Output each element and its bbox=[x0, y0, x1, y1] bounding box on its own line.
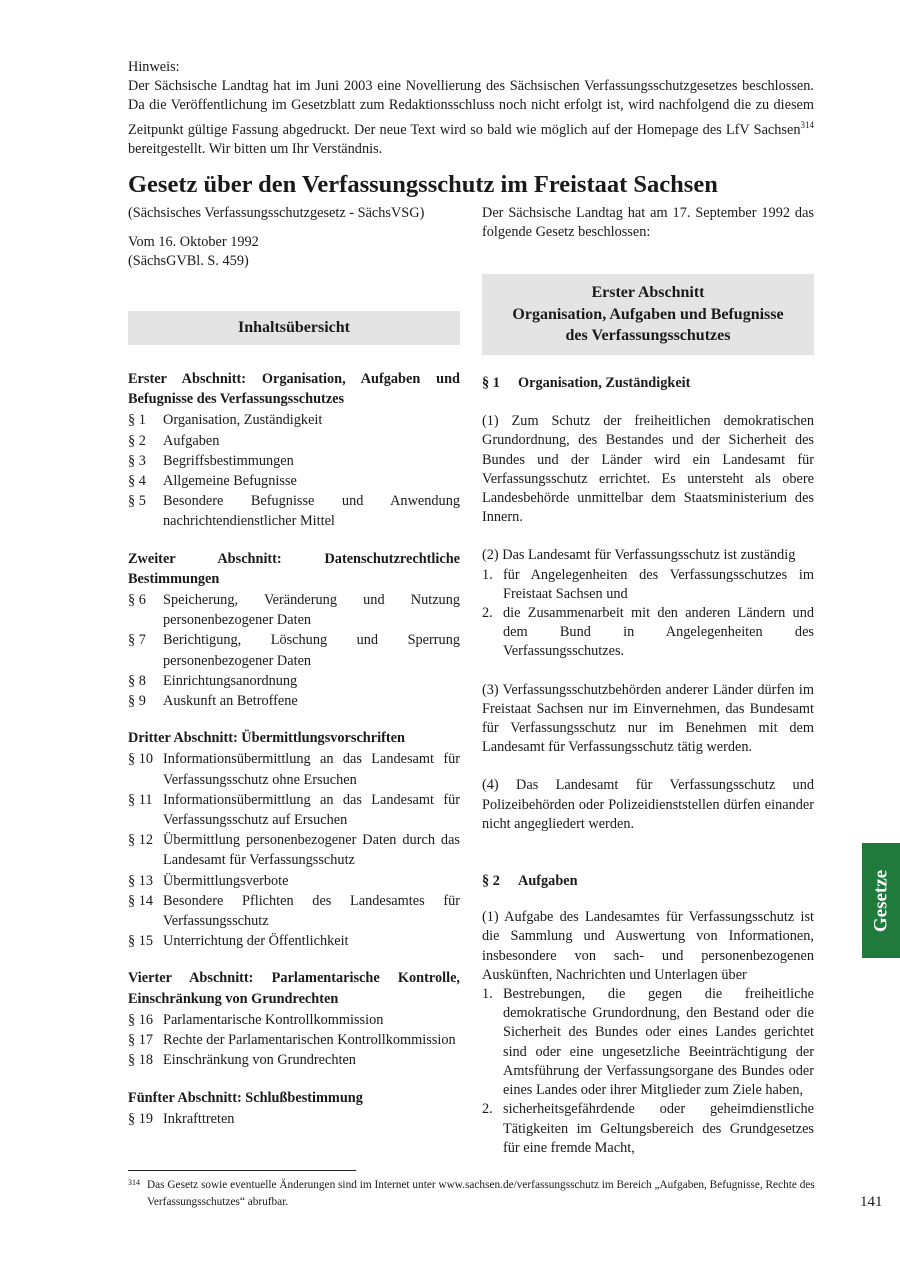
list-text: sicherheitsgefährdende oder geheimdienstliche Tätigkeiten im Geltungsbereich des Grundgesetzes für eine fremde Macht, bbox=[503, 1101, 814, 1156]
law-meta bbox=[128, 204, 468, 272]
list-item bbox=[482, 1100, 814, 1158]
toc-item bbox=[128, 491, 460, 531]
toc-item bbox=[128, 790, 460, 830]
notice-text bbox=[128, 77, 814, 159]
toc-item-title: Informationsübermittlung an das Landesamt für Verfassungsschutz ohne Ersuchen bbox=[163, 751, 460, 788]
law-date: Vom 16. Oktober 1992 bbox=[128, 234, 259, 251]
intro-text: Der Sächsische Landtag hat am 17. September 1992 das folgende Gesetz beschlossen: bbox=[482, 205, 814, 241]
clause: (3) Verfassungsschutzbehörden anderer Länder dürfen im Freistaat Sachsen nur im Einvernehmen, das Bundesamt für Verfassungsschutz nur im Benehmen mit dem Landesamt für Verfassungsschutz tätig werden. bbox=[482, 681, 814, 756]
clause-list bbox=[482, 566, 814, 662]
toc-section-heading: Zweiter Abschnitt: Datenschutzrechtliche Bestimmungen bbox=[128, 550, 460, 587]
toc-item-number: § 18 bbox=[128, 1052, 154, 1069]
toc-item-title: Begriffsbestimmungen bbox=[163, 452, 294, 469]
toc-section-heading: Fünfter Abschnitt: Schlußbestimmung bbox=[128, 1089, 363, 1106]
notice-label: Hinweis: bbox=[128, 59, 180, 75]
clause: (1) Aufgabe des Landesamtes für Verfassungsschutz ist die Sammlung und Auswertung von Informationen, insbesondere von sach- und personenbezogenen Auskünften, Nachrichten und Unterlagen über bbox=[482, 909, 814, 983]
toc-item bbox=[128, 749, 460, 789]
section-tab-label: Gesetze bbox=[870, 869, 892, 932]
toc-item bbox=[128, 451, 460, 471]
toc-item bbox=[128, 630, 460, 670]
toc-item-number: § 5 bbox=[128, 493, 146, 510]
toc-item-number: § 4 bbox=[128, 473, 146, 490]
notice-text-b: bereitgestellt. Wir bitten um Ihr Verständnis. bbox=[128, 140, 383, 157]
toc-section bbox=[128, 1088, 460, 1129]
paragraph-number: § 2 bbox=[482, 873, 500, 890]
toc-item-number: § 3 bbox=[128, 452, 146, 469]
law-source: (SächsGVBl. S. 459) bbox=[128, 253, 249, 270]
toc-item bbox=[128, 671, 460, 691]
toc-item-title: Aufgaben bbox=[163, 432, 220, 449]
toc-item-number: § 15 bbox=[128, 933, 154, 950]
notice-text-a: Der Sächsische Landtag hat im Juni 2003 eine Novellierung des Sächsischen Verfassungsschutzgesetzes beschlossen. Da die Veröffentlichung im Gesetzblatt zum Redaktionsschluss noch nicht erfolgt ist, wird nachfolgend die zu diesem Zeitpunkt gültige Fassung abgedruckt. Der neue Text wird so bald wie möglich auf der Homepage des LfV Sachsen bbox=[128, 78, 814, 138]
toc-item-number: § 1 bbox=[128, 412, 146, 429]
list-item bbox=[482, 985, 814, 1100]
toc-item bbox=[128, 471, 460, 491]
toc-item bbox=[128, 891, 460, 931]
toc-item bbox=[128, 1030, 460, 1050]
section-heading-line: Erster Abschnitt bbox=[591, 284, 705, 301]
toc-item-number: § 12 bbox=[128, 832, 154, 849]
toc-item bbox=[128, 1010, 460, 1030]
footnote-ref: 314 bbox=[800, 119, 814, 130]
toc-item-title: Übermittlungsverbote bbox=[163, 872, 289, 889]
list-item bbox=[482, 566, 814, 604]
toc-item-title: Parlamentarische Kontrollkommission bbox=[163, 1011, 384, 1028]
law-text bbox=[482, 374, 814, 1158]
toc-item-number: § 6 bbox=[128, 592, 146, 609]
table-of-contents bbox=[128, 369, 460, 1146]
list-item bbox=[482, 604, 814, 662]
toc-item-title: Auskunft an Betroffene bbox=[163, 693, 298, 710]
footnote-number: 314 bbox=[128, 1178, 140, 1187]
toc-item-title: Rechte der Parlamentarischen Kontrollkommission bbox=[163, 1032, 456, 1049]
toc-item-title: Inkrafttreten bbox=[163, 1110, 235, 1127]
section-heading-line: des Verfassungsschutzes bbox=[565, 327, 731, 344]
toc-item-number: § 13 bbox=[128, 872, 154, 889]
paragraph-heading-1 bbox=[482, 374, 814, 393]
toc-item-title: Informationsübermittlung an das Landesamt für Verfassungsschutz auf Ersuchen bbox=[163, 791, 460, 829]
toc-item bbox=[128, 830, 460, 870]
toc-section-heading: Dritter Abschnitt: Übermittlungsvorschriften bbox=[128, 730, 405, 747]
toc-item-title: Organisation, Zuständigkeit bbox=[163, 412, 323, 429]
toc-item-title: Einschränkung von Grundrechten bbox=[163, 1052, 356, 1069]
toc-item bbox=[128, 410, 460, 430]
section-heading-box bbox=[482, 274, 814, 355]
toc-item bbox=[128, 931, 460, 951]
toc-item-title: Unterrichtung der Öffentlichkeit bbox=[163, 933, 349, 950]
toc-section bbox=[128, 968, 460, 1070]
toc-item bbox=[128, 871, 460, 891]
toc-item bbox=[128, 590, 460, 630]
toc-item-number: § 9 bbox=[128, 693, 146, 710]
toc-item-title: Speicherung, Veränderung und Nutzung personenbezogener Daten bbox=[163, 592, 460, 629]
toc-section-heading: Vierter Abschnitt: Parlamentarische Kontrolle, Einschränkung von Grundrechten bbox=[128, 970, 460, 1007]
clause: (1) Zum Schutz der freiheitlichen demokratischen Grundordnung, des Bestandes und der Sicherheit des Bundes und der Länder wird ein Landesamt für Verfassungsschutz errichtet. Es untersteht als obere Landesbehörde unmittelbar dem Staatsministerium des Innern. bbox=[482, 413, 814, 526]
toc-item bbox=[128, 1109, 460, 1129]
paragraph-heading-2 bbox=[482, 872, 814, 891]
toc-item bbox=[128, 691, 460, 711]
footnote bbox=[128, 1177, 828, 1210]
toc-item-title: Einrichtungsanordnung bbox=[163, 672, 298, 689]
toc-item-title: Allgemeine Befugnisse bbox=[163, 473, 297, 490]
clause: (4) Das Landesamt für Verfassungsschutz und Polizeibehörden oder Polizeidienststellen dürfen einander nicht angegliedert werden. bbox=[482, 777, 814, 832]
toc-item-number: § 7 bbox=[128, 632, 146, 649]
list-text: die Zusammenarbeit mit den anderen Ländern und dem Bund in Angelegenheiten des Verfassungsschutzes. bbox=[503, 605, 814, 660]
short-title: (Sächsisches Verfassungsschutzgesetz - SächsVSG) bbox=[128, 205, 425, 221]
toc-item-number: § 17 bbox=[128, 1032, 154, 1049]
toc-item bbox=[128, 1050, 460, 1070]
footnote-divider bbox=[128, 1170, 356, 1171]
toc-item-number: § 10 bbox=[128, 751, 154, 768]
list-number: 2. bbox=[482, 1101, 493, 1118]
toc-item-title: Besondere Pflichten des Landesamtes für Verfassungsschutz bbox=[163, 892, 460, 930]
toc-item-title: Berichtigung, Löschung und Sperrung personenbezogener Daten bbox=[163, 632, 460, 669]
paragraph-title: Aufgaben bbox=[518, 873, 578, 890]
paragraph-title: Organisation, Zuständigkeit bbox=[518, 375, 691, 391]
clause-list bbox=[482, 985, 814, 1158]
page-number: 141 bbox=[860, 1194, 883, 1210]
toc-item-number: § 8 bbox=[128, 672, 146, 689]
toc-item-title: Besondere Befugnisse und Anwendung nachrichtendienstlicher Mittel bbox=[163, 493, 460, 530]
paragraph-number: § 1 bbox=[482, 375, 500, 391]
clause: (2) Das Landesamt für Verfassungsschutz ist zuständig bbox=[482, 547, 796, 564]
toc-section bbox=[128, 369, 460, 532]
toc-item-number: § 14 bbox=[128, 892, 154, 909]
notice bbox=[128, 58, 814, 159]
toc-item-number: § 19 bbox=[128, 1110, 154, 1127]
section-tab[interactable] bbox=[862, 843, 900, 958]
toc-title: Inhaltsübersicht bbox=[128, 311, 460, 345]
toc-item-number: § 2 bbox=[128, 432, 146, 449]
footnote-text: Das Gesetz sowie eventuelle Änderungen sind im Internet unter www.sachsen.de/verfassungsschutz im Bereich „Aufgaben, Befugnisse, Rechte des Verfassungsschutzes“ abrufbar. bbox=[147, 1179, 815, 1208]
page-title: Gesetz über den Verfassungsschutz im Freistaat Sachsen bbox=[128, 171, 718, 198]
toc-section-heading: Erster Abschnitt: Organisation, Aufgaben und Befugnisse des Verfassungsschutzes bbox=[128, 371, 460, 408]
toc-section bbox=[128, 728, 460, 951]
toc-item-title: Übermittlung personenbezogener Daten durch das Landesamt für Verfassungsschutz bbox=[163, 832, 460, 869]
section-heading-line: Organisation, Aufgaben und Befugnisse bbox=[512, 305, 784, 323]
toc-item bbox=[128, 431, 460, 451]
toc-section bbox=[128, 549, 460, 712]
list-number: 2. bbox=[482, 605, 493, 622]
list-text: Bestrebungen, die gegen die freiheitliche demokratische Grundordnung, den Bestand oder die Sicherheit des Bundes oder eines Landes gerichtet sind oder eine ungesetzliche Beeinträchtigung der Amtsführung der Verfassungsorgane des Bundes oder eines Landes oder ihrer Mitglieder zum Ziele haben, bbox=[503, 986, 814, 1099]
list-text: für Angelegenheiten des Verfassungsschutzes im Freistaat Sachsen und bbox=[503, 566, 814, 602]
list-number: 1. bbox=[482, 566, 493, 583]
list-number: 1. bbox=[482, 986, 493, 1003]
toc-item-number: § 11 bbox=[128, 791, 153, 808]
toc-item-number: § 16 bbox=[128, 1011, 154, 1028]
